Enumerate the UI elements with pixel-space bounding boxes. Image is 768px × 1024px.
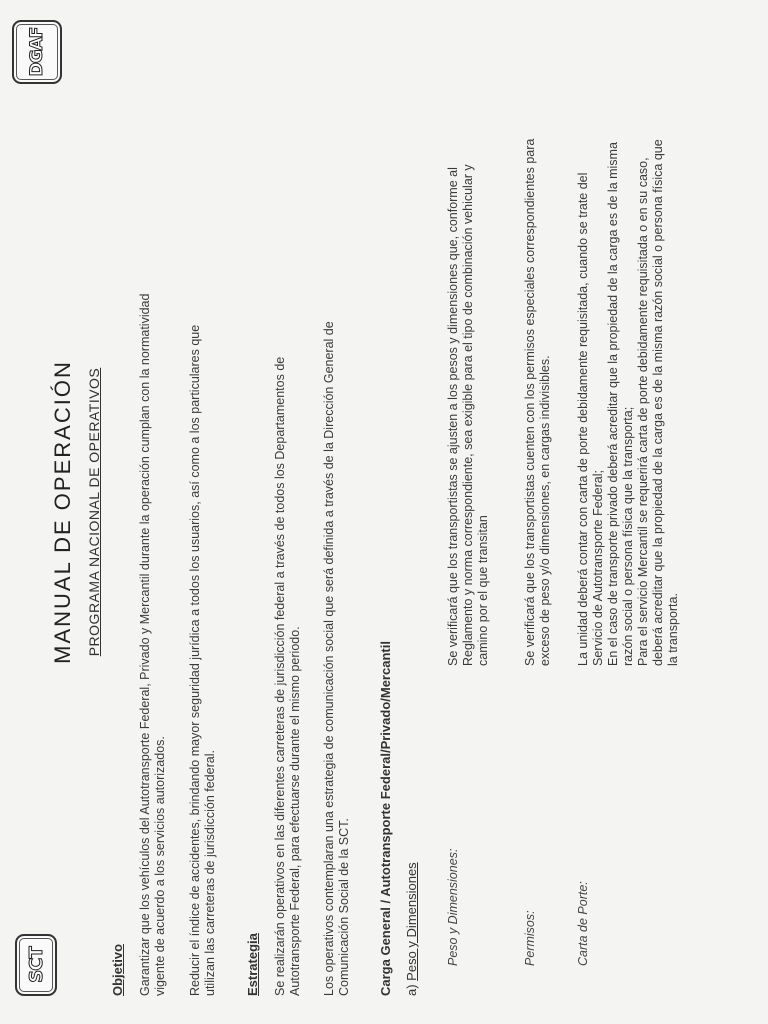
text-line: Reducir el índice de accidentes, brindando mayor seguridad jurídica a todos los usuarios, así como a los particulares que [188,324,202,996]
estrategia-heading: Estrategia [245,933,260,996]
text-line: exceso de peso y/o dimensiones, en cargas indivisibles. [538,355,552,666]
text-line: Se realizarán operativos en las diferentes carreteras de jurisdicción federal a través de todos los Departamentos de [273,356,287,996]
carga-subheading-text: Peso y Dimensiones [404,862,419,981]
carga-heading: Carga General / Autotransporte Federal/Privado/Mercantil [378,641,393,996]
text-line: Servicio de Autotransporte Federal; [591,470,605,666]
estrategia-paragraph-1 [273,26,303,996]
text-line: Comunicación Social de la SCT. [337,818,351,996]
sct-logo-text: SCT [25,947,47,983]
page-subtitle: PROGRAMA NACIONAL DE OPERATIVOS [86,367,102,657]
objetivo-heading: Objetivo [110,943,125,996]
item-text-peso [446,24,491,666]
objetivo-paragraph-2 [188,26,218,996]
text-line: Se verificará que los transportistas se ajusten a los pesos y dimensiones que, conforme al [446,167,460,666]
item-text-carta [576,24,681,666]
item-text-permisos [523,24,553,666]
item-label-peso: Peso y Dimensiones: [446,848,460,966]
text-line: Para el servicio Mercantil se requerirá carta de porte debidamente requisitada o en su caso, [636,157,650,666]
text-line: camino por el que transitan [476,515,490,666]
text-line: Garantizar que los vehículos del Autotransporte Federal, Privado y Mercantil durante la operación cumplan con la normatividad [138,293,152,996]
objetivo-paragraph-1 [138,26,168,996]
page-title: MANUAL DE OPERACIÓN [50,360,75,664]
dgaf-logo-text: DGAF [27,27,47,77]
text-line: la transporta. [666,593,680,666]
text-line: Se verificará que los transportistas cuenten con los permisos especiales correspondientes para [523,138,537,666]
item-label-carta: Carta de Porte: [576,881,590,966]
text-line: razón social o persona física que la transporta; [621,406,635,666]
text-line: En el caso de transporte privado deberá acreditar que la propiedad de la carga es de la misma [606,142,620,666]
item-label-permisos: Permisos: [523,910,537,966]
estrategia-paragraph-2 [322,26,352,996]
text-line: Reglamento y norma correspondiente, sea exigible para el tipo de combinación vehicular y [461,164,475,666]
text-line: vigente de acuerdo a los servicios autorizados. [153,736,167,996]
text-line: Autotransporte Federal, para efectuarse durante el mismo periodo. [288,626,302,996]
text-line: utilizan las carreteras de jurisdicción federal. [203,750,217,996]
text-line: deberá acreditar que la propiedad de la carga es de la misma razón social o persona física que [651,139,665,666]
carga-subheading-prefix: a) [404,984,419,996]
text-line: La unidad deberá contar con carta de porte debidamente requisitada, cuando se trate del [576,172,590,666]
text-line: Los operativos contemplaran una estrategia de comunicación social que será definida a través de la Dirección General de [322,321,336,996]
carga-subheading [404,862,419,996]
